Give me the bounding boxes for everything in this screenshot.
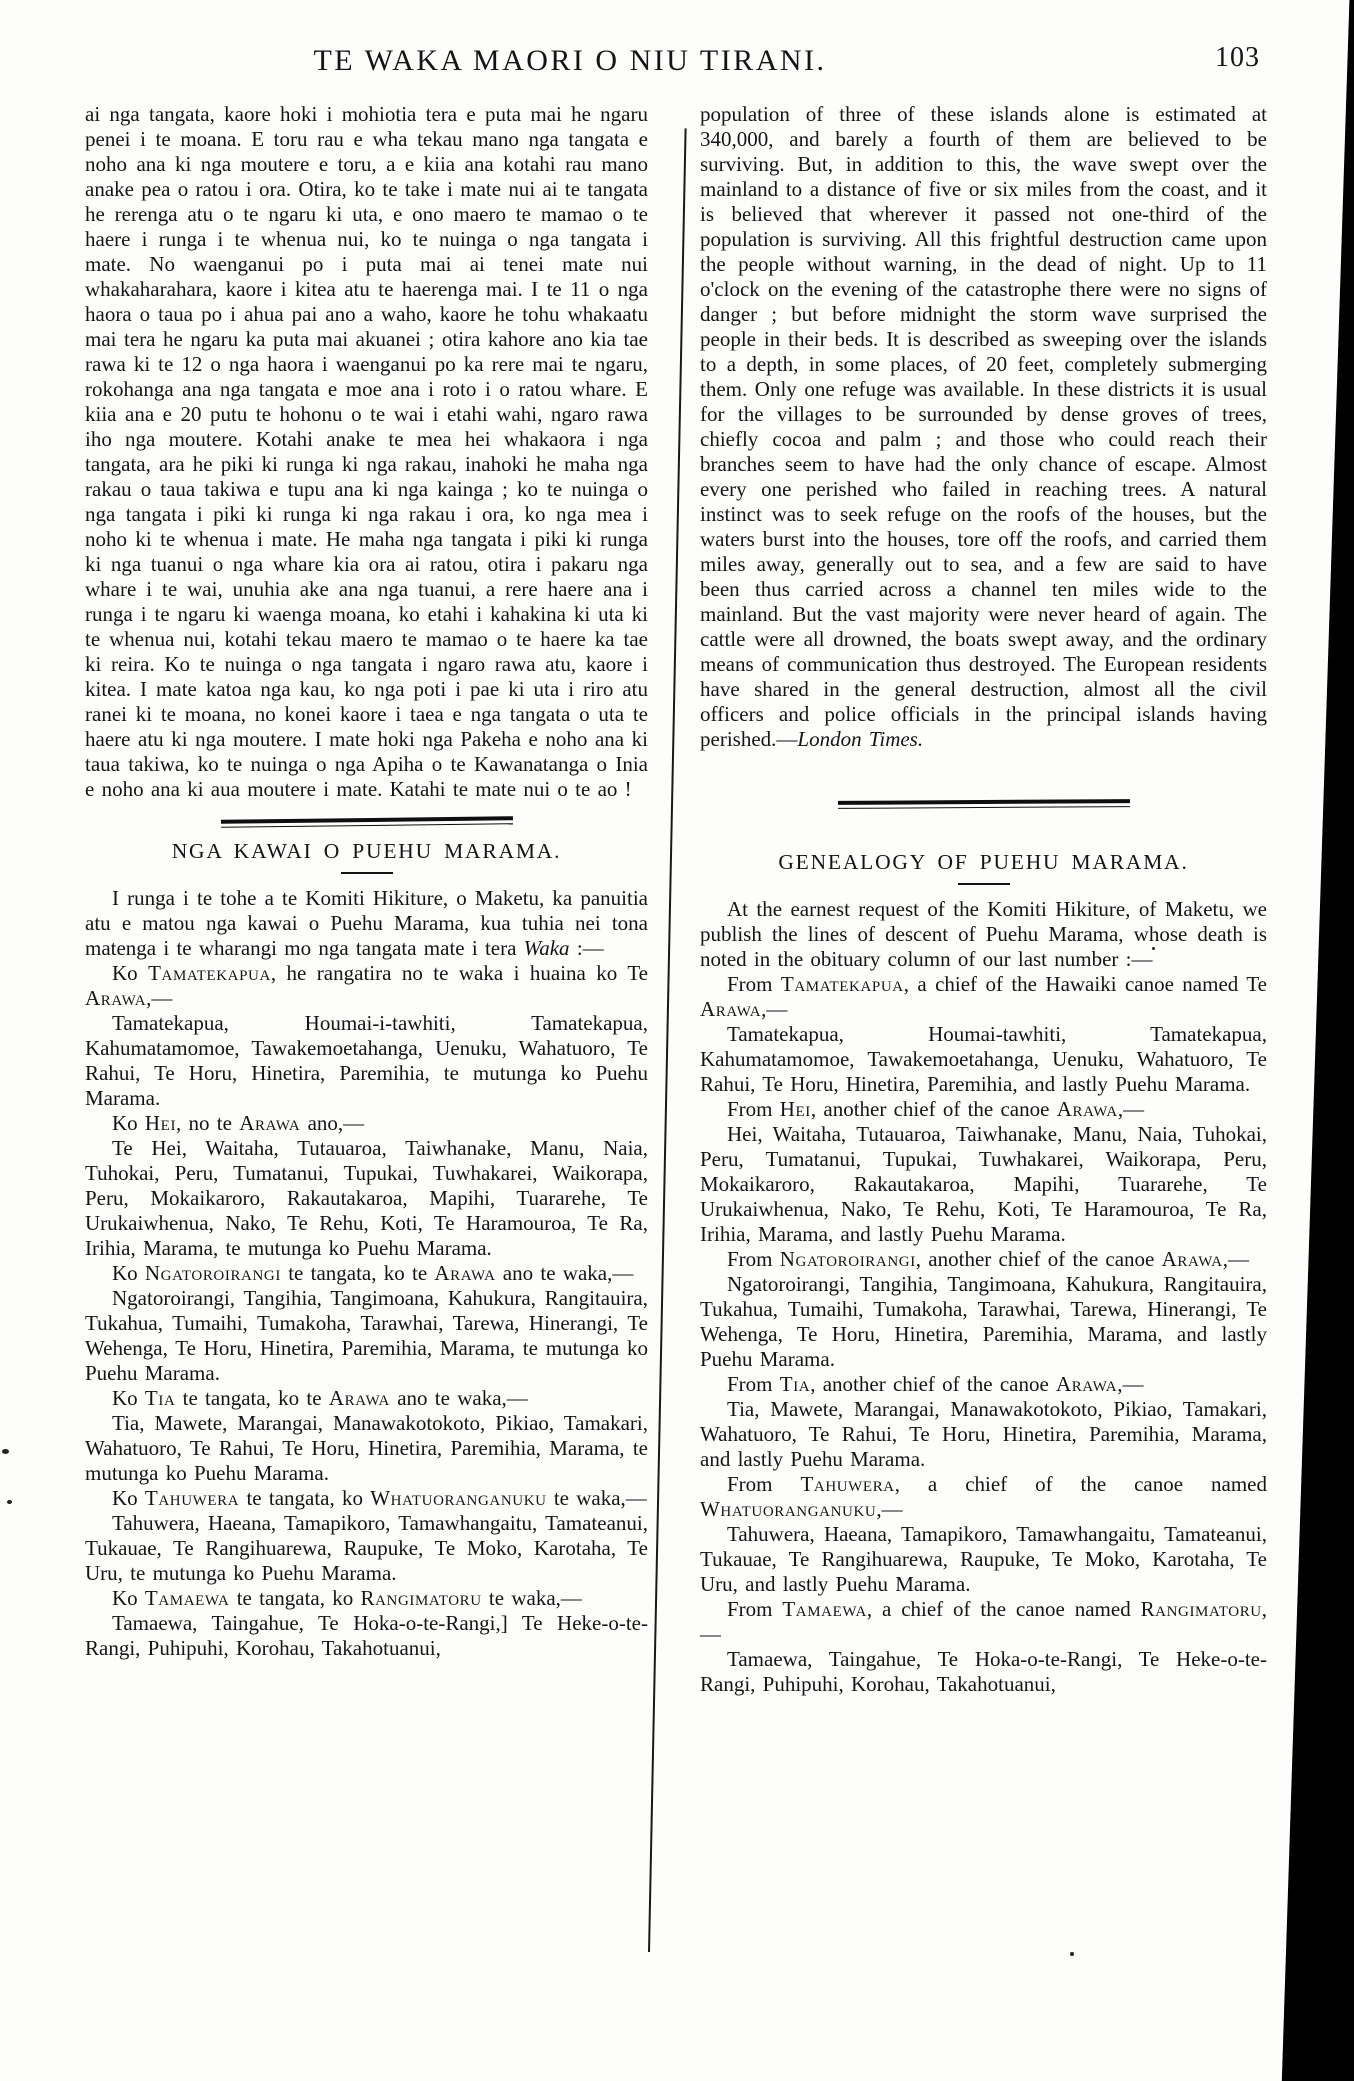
page-number: 103 bbox=[1215, 42, 1260, 73]
paragraph: Ko Tia te tangata, ko te Arawa ano te waka,— bbox=[112, 1386, 528, 1410]
right-column bbox=[700, 102, 1267, 1697]
paragraph: ai nga tangata, kaore hoki i mohiotia tera e puta mai he ngaru penei i te moana. E toru rau e wha tekau mano nga tangata e noho ana ki nga moutere e toru, a e kiia ana kotahi rau mano anake pea o ratou i ora. Otira, ko te take i mate nui ai te tangata he rerenga atu o te ngaru ki uta, e ono maero te mamao o te haere i runga i te whenua nui, ko te nuinga o nga tangata i mate. No waenganui po i puta mai ai tenei mate nui whakaharahara, kaore i kitea atu te haerenga mai. I te 11 o nga haora o taua po i ahua pai ano a waho, kaore he tohu whakaatu mai tera he ngaru ka puta mai akuanei ; otira kahore ano kia tae rawa ki te 12 o nga haora i waenganui po ka rere mai te ngaru, rokohanga ana nga tangata e moe ana i roto i o ratou whare. E kiia ana e 20 putu te hohonu o te wai i etahi wahi, ngaro rawa iho nga moutere. Kotahi anake te mea hei whakaora i nga tangata, ara he piki ki runga ki nga rakau, inahoki he maha nga rakau o taua takiwa e tupu ana ki nga kainga ; ko te nuinga o nga tangata i piki ki runga ki nga rakau i ora, ko nga mea i noho ki te whenua i mate. He maha nga tangata i piki ki runga ki nga tuanui o nga whare kia ora ai ratou, otira i pakaru nga whare i te wai, unuhia ake ana nga tuanui, a rere haere ana i runga i te ngaru ki waenga moana, ko etahi i kahakina ki uta ki te whenua nui, kotahi tekau maero te mamao o te haere ka tae ki reira. Ko te nuinga o nga tangata i ngaro rawa atu, kaore i kitea. I mate katoa nga kau, ko nga poti i pae ki uta i riro atu ranei ki te moana, no konei kaore i taea e nga tangata o uta te haere atu ki nga moutere. I mate hoki nga Pakeha e noho ana ki taua takiwa, ko te nuinga o nga Apiha o te Kawanatanga o Inia e noho ana ki aua moutere i mate. Katahi te mate nui o te ao ! bbox=[85, 102, 648, 801]
paragraph: Hei, Waitaha, Tutauaroa, Taiwhanake, Manu, Naia, Tuhokai, Peru, Tumatanui, Tupukai, Tuwhakarei, Waikorapa, Peru, Mokaikaroro, Rakautakaroa, Mapihi, Tuararehe, Te Urukaiwhenua, Nako, Te Rehu, Koti, Te Haramouroa, Te Ra, Irihia, Marama, and lastly Puehu Marama. bbox=[700, 1122, 1267, 1246]
paragraph: Tahuwera, Haeana, Tamapikoro, Tamawhangaitu, Tamateanui, Tukauae, Te Rangihuarewa, Raupuke, Te Moko, Karotaha, Te Uru, te mutunga ko Puehu Marama. bbox=[85, 1511, 648, 1585]
paragraph: From Tamatekapua, a chief of the Hawaiki canoe named Te Arawa,— bbox=[700, 972, 1267, 1021]
heading-rule bbox=[958, 883, 1010, 885]
ink-speck bbox=[7, 1500, 12, 1504]
ink-speck bbox=[1152, 947, 1155, 950]
paragraph: Ko Hei, no te Arawa ano,— bbox=[112, 1111, 365, 1135]
paragraph: Tamaewa, Taingahue, Te Hoka-o-te-Rangi,] Te Heke-o-te-Rangi, Puhipuhi, Korohau, Takahotuanui, bbox=[85, 1611, 648, 1660]
paragraph: From Hei, another chief of the canoe Arawa,— bbox=[727, 1097, 1145, 1121]
paragraph: From Tia, another chief of the canoe Arawa,— bbox=[727, 1372, 1144, 1396]
paragraph: Tamatekapua, Houmai-i-tawhiti, Tamatekapua, Kahumatamomoe, Tawakemoetahanga, Uenuku, Wahatuoro, Te Rahui, Te Horu, Hinetira, Paremihia, te mutunga ko Puehu Marama. bbox=[85, 1011, 648, 1110]
left-column bbox=[85, 102, 648, 1661]
paragraph: Ko Tamatekapua, he rangatira no te waka i huaina ko Te Arawa,— bbox=[85, 961, 649, 1010]
paragraph: Tamaewa, Taingahue, Te Hoka-o-te-Rangi, Te Heke-o-te-Rangi, Puhipuhi, Korohau, Takahotuanui, bbox=[700, 1647, 1267, 1696]
paragraph: Ko Tamaewa te tangata, ko Rangimatoru te waka,— bbox=[112, 1586, 582, 1610]
paragraph: Ngatoroirangi, Tangihia, Tangimoana, Kahukura, Rangitauira, Tukahua, Tumaihi, Tumakoha, Tarawhai, Tarewa, Hinerangi, Te Wehenga, Te Horu, Hinetira, Paremihia, Marama, and lastly Puehu Marama. bbox=[700, 1272, 1267, 1371]
heading-rule bbox=[341, 872, 393, 874]
paragraph: Tia, Mawete, Marangai, Manawakotokoto, Pikiao, Tamakari, Wahatuoro, Te Rahui, Te Horu, Hinetira, Paremihia, Marama, and lastly Puehu Marama. bbox=[700, 1397, 1267, 1471]
section-divider bbox=[220, 816, 512, 828]
paragraph: From Tamaewa, a chief of the canoe named Rangimatoru,— bbox=[700, 1597, 1267, 1646]
paragraph: Te Hei, Waitaha, Tutauaroa, Taiwhanake, Manu, Naia, Tuhokai, Peru, Tumatanui, Tupukai, Tuwhakarei, Waikorapa, Peru, Mokaikaroro, Rakautakaroa, Mapihi, Tuararehe, Te Urukaiwhenua, Nako, Te Rehu, Koti, Te Haramouroa, Te Ra, Irihia, Marama, te mutunga ko Puehu Marama. bbox=[85, 1136, 648, 1260]
maori-genealogy-text bbox=[85, 886, 648, 1661]
columns bbox=[0, 88, 1354, 1697]
paragraph: At the earnest request of the Komiti Hikiture, of Maketu, we publish the lines of descent of Puehu Marama, whose death is noted in the obituary column of our last number :— bbox=[700, 897, 1267, 971]
paragraph: Ngatoroirangi, Tangihia, Tangimoana, Kahukura, Rangitauira, Tukahua, Tumaihi, Tumakoha, Tarawhai, Tarewa, Hinerangi, Te Wehenga, Te Horu, Hinetira, Paremihia, Marama, te mutunga ko Puehu Marama. bbox=[85, 1286, 648, 1385]
paragraph: Tia, Mawete, Marangai, Manawakotokoto, Pikiao, Tamakari, Wahatuoro, Te Rahui, Te Horu, Hinetira, Paremihia, Marama, te mutunga ko Puehu Marama. bbox=[85, 1411, 648, 1485]
section-heading-maori: NGA KAWAI O PUEHU MARAMA. bbox=[171, 839, 562, 863]
paragraph: Ko Tahuwera te tangata, ko Whatuoranganuku te waka,— bbox=[112, 1486, 647, 1510]
maori-article-text bbox=[85, 102, 648, 802]
section-divider bbox=[837, 799, 1129, 809]
ink-speck bbox=[1070, 1952, 1074, 1956]
paragraph: Ko Ngatoroirangi te tangata, ko te Arawa ano te waka,— bbox=[112, 1261, 634, 1285]
paragraph: population of three of these islands alone is estimated at 340,000, and barely a fourth of them are believed to be surviving. But, in addition to this, the wave swept over the mainland to a distance of five or six miles from the coast, and it is believed that wherever it passed not one-third of the population is surviving. All this frightful destruction came upon the people without warning, in the dead of night. Up to 11 o'clock on the evening of the catastrophe there were no signs of danger ; but before midnight the storm wave surprised the people in their beds. It is described as sweeping over the islands to a depth, in some places, of 20 feet, completely submerging them. Only one refuge was available. In these districts it is usual for the villages to be surrounded by dense groves of trees, chiefly cocoa and palm ; and those who could reach their branches seem to have had the only chance of escape. Almost every one perished who failed in reaching trees. A natural instinct was to seek refuge on the roofs of the houses, but the waters burst into the houses, tore off the roofs, and carried them miles away, generally out to sea, and a few are said to have been thus carried across a channel ten miles wide to the mainland. But the vast majority were never heard of again. The cattle were all drowned, the boats swept away, and the ordinary means of communication thus destroyed. The European residents have shared in the general destruction, almost all the civil officers and police officials in the principal islands having perished.—London Times. bbox=[700, 102, 1267, 751]
paragraph: From Ngatoroirangi, another chief of the canoe Arawa,— bbox=[727, 1247, 1249, 1271]
paragraph: From Tahuwera, a chief of the canoe named Whatuoranganuku,— bbox=[700, 1472, 1267, 1521]
paragraph: I runga i te tohe a te Komiti Hikiture, o Maketu, ka panuitia atu e matou nga kawai o Puehu Marama, kua tuhia nei tona matenga i te wharangi mo nga tangata mate i tera Waka :— bbox=[85, 886, 648, 960]
paragraph: Tamatekapua, Houmai-tawhiti, Tamatekapua, Kahumatamomoe, Tawakemoetahanga, Uenuku, Wahatuoro, Te Rahui, Te Horu, Hinetira, Paremihia, and lastly Puehu Marama. bbox=[700, 1022, 1267, 1096]
section-heading-english: GENEALOGY OF PUEHU MARAMA. bbox=[778, 850, 1189, 874]
page-title: TE WAKA MAORI O NIU TIRANI. bbox=[313, 44, 827, 77]
page-header bbox=[0, 0, 1354, 88]
paragraph: Tahuwera, Haeana, Tamapikoro, Tamawhangaitu, Tamateanui, Tukauae, Te Rangihuarewa, Raupuke, Te Moko, Karotaha, Te Uru, and lastly Puehu Marama. bbox=[700, 1522, 1267, 1596]
english-genealogy-text bbox=[700, 897, 1267, 1697]
ink-speck bbox=[2, 1449, 9, 1454]
english-article-text bbox=[700, 102, 1267, 752]
